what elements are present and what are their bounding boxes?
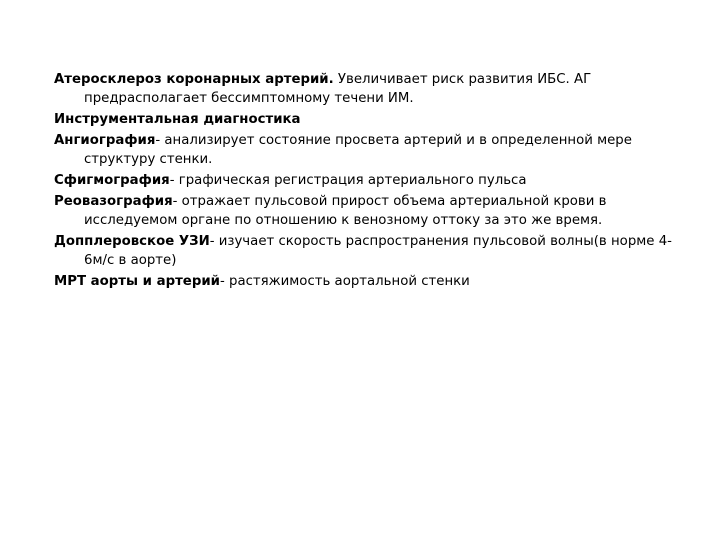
paragraph-angiography [54,131,676,169]
text-atherosclerosis: Увеличивает риск развития ИБС. АГ предрасполагает бессимптомному течени ИМ. [84,72,592,106]
paragraph-mri-aorta [54,272,676,291]
text-angiography: - анализирует состояние просвета артерий и в определенной мере структуру стенки. [84,133,632,167]
paragraph-atherosclerosis [54,70,676,108]
term-rheovasography: Реовазография [54,194,173,209]
term-atherosclerosis: Атеросклероз коронарных артерий. [54,72,334,87]
text-doppler-ultrasound: - изучает скорость распространения пульсовой волны(в норме 4-6м/с в аорте) [84,234,672,268]
text-sphygmography: - графическая регистрация артериального пульса [169,173,527,188]
term-mri-aorta: МРТ аорты и артерий [54,274,220,289]
term-angiography: Ангиография [54,133,156,148]
text-rheovasography: - отражает пульсовой прирост объема артериальной крови в исследуемом органе по отношению к венозному оттоку за это же время. [84,194,607,228]
paragraph-rheovasography [54,192,676,230]
section-heading-instrumental-diagnostics [54,110,676,129]
paragraph-doppler-ultrasound [54,232,676,270]
slide-content [54,70,676,293]
term-doppler-ultrasound: Допплеровское УЗИ [54,234,210,249]
heading-instrumental-diagnostics: Инструментальная диагностика [54,112,301,127]
paragraph-sphygmography [54,171,676,190]
term-sphygmography: Сфигмография [54,173,170,188]
text-mri-aorta: - растяжимость аортальной стенки [219,274,470,289]
